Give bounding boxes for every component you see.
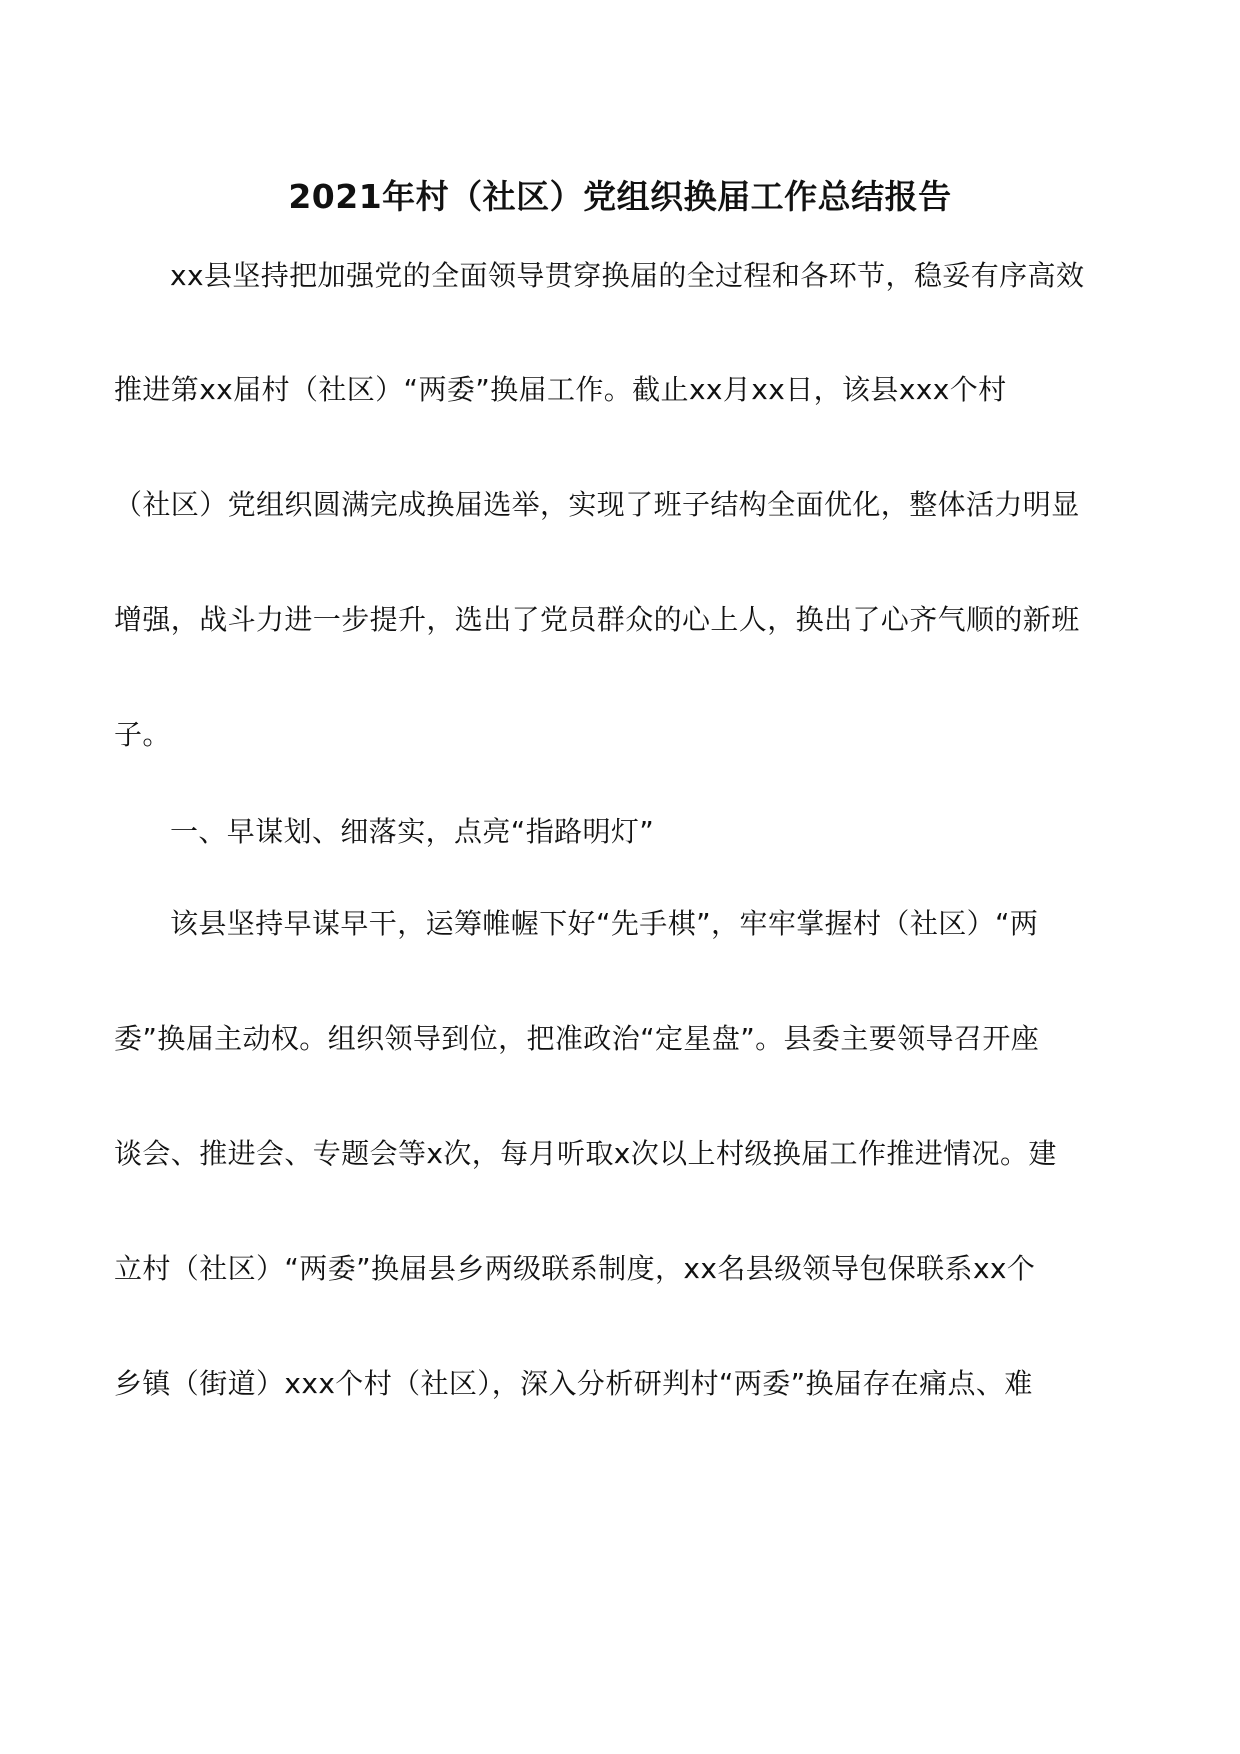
- paragraph-line: 委”换届主动权。组织领导到位，把准政治“定星盘”。县委主要领导召开座: [114, 1022, 1040, 1055]
- paragraph-line: 该县坚持早谋早干，运筹帷幄下好“先手棋”，牢牢掌握村（社区）“两: [170, 907, 1039, 940]
- page-title: 2021年村（社区）党组织换届工作总结报告: [288, 177, 952, 216]
- paragraph-line: 增强，战斗力进一步提升，选出了党员群众的心上人，换出了心齐气顺的新班: [114, 603, 1080, 636]
- paragraph-line: 推进第xx届村（社区）“两委”换届工作。截止xx月xx日，该县xxx个村: [114, 373, 1007, 406]
- paragraph-line: xx县坚持把加强党的全面领导贯穿换届的全过程和各环节，稳妥有序高效: [170, 259, 1085, 292]
- paragraph-line: 子。: [114, 718, 171, 751]
- paragraph-line: 乡镇（街道）xxx个村（社区），深入分析研判村“两委”换届存在痛点、难: [114, 1367, 1033, 1400]
- section-heading: 一、早谋划、细落实，点亮“指路明灯”: [170, 815, 655, 848]
- paragraph-line: 谈会、推进会、专题会等x次，每月听取x次以上村级换届工作推进情况。建: [114, 1137, 1057, 1170]
- paragraph-line: （社区）党组织圆满完成换届选举，实现了班子结构全面优化，整体活力明显: [114, 488, 1080, 521]
- paragraph-line: 立村（社区）“两委”换届县乡两级联系制度，xx名县级领导包保联系xx个: [114, 1252, 1036, 1285]
